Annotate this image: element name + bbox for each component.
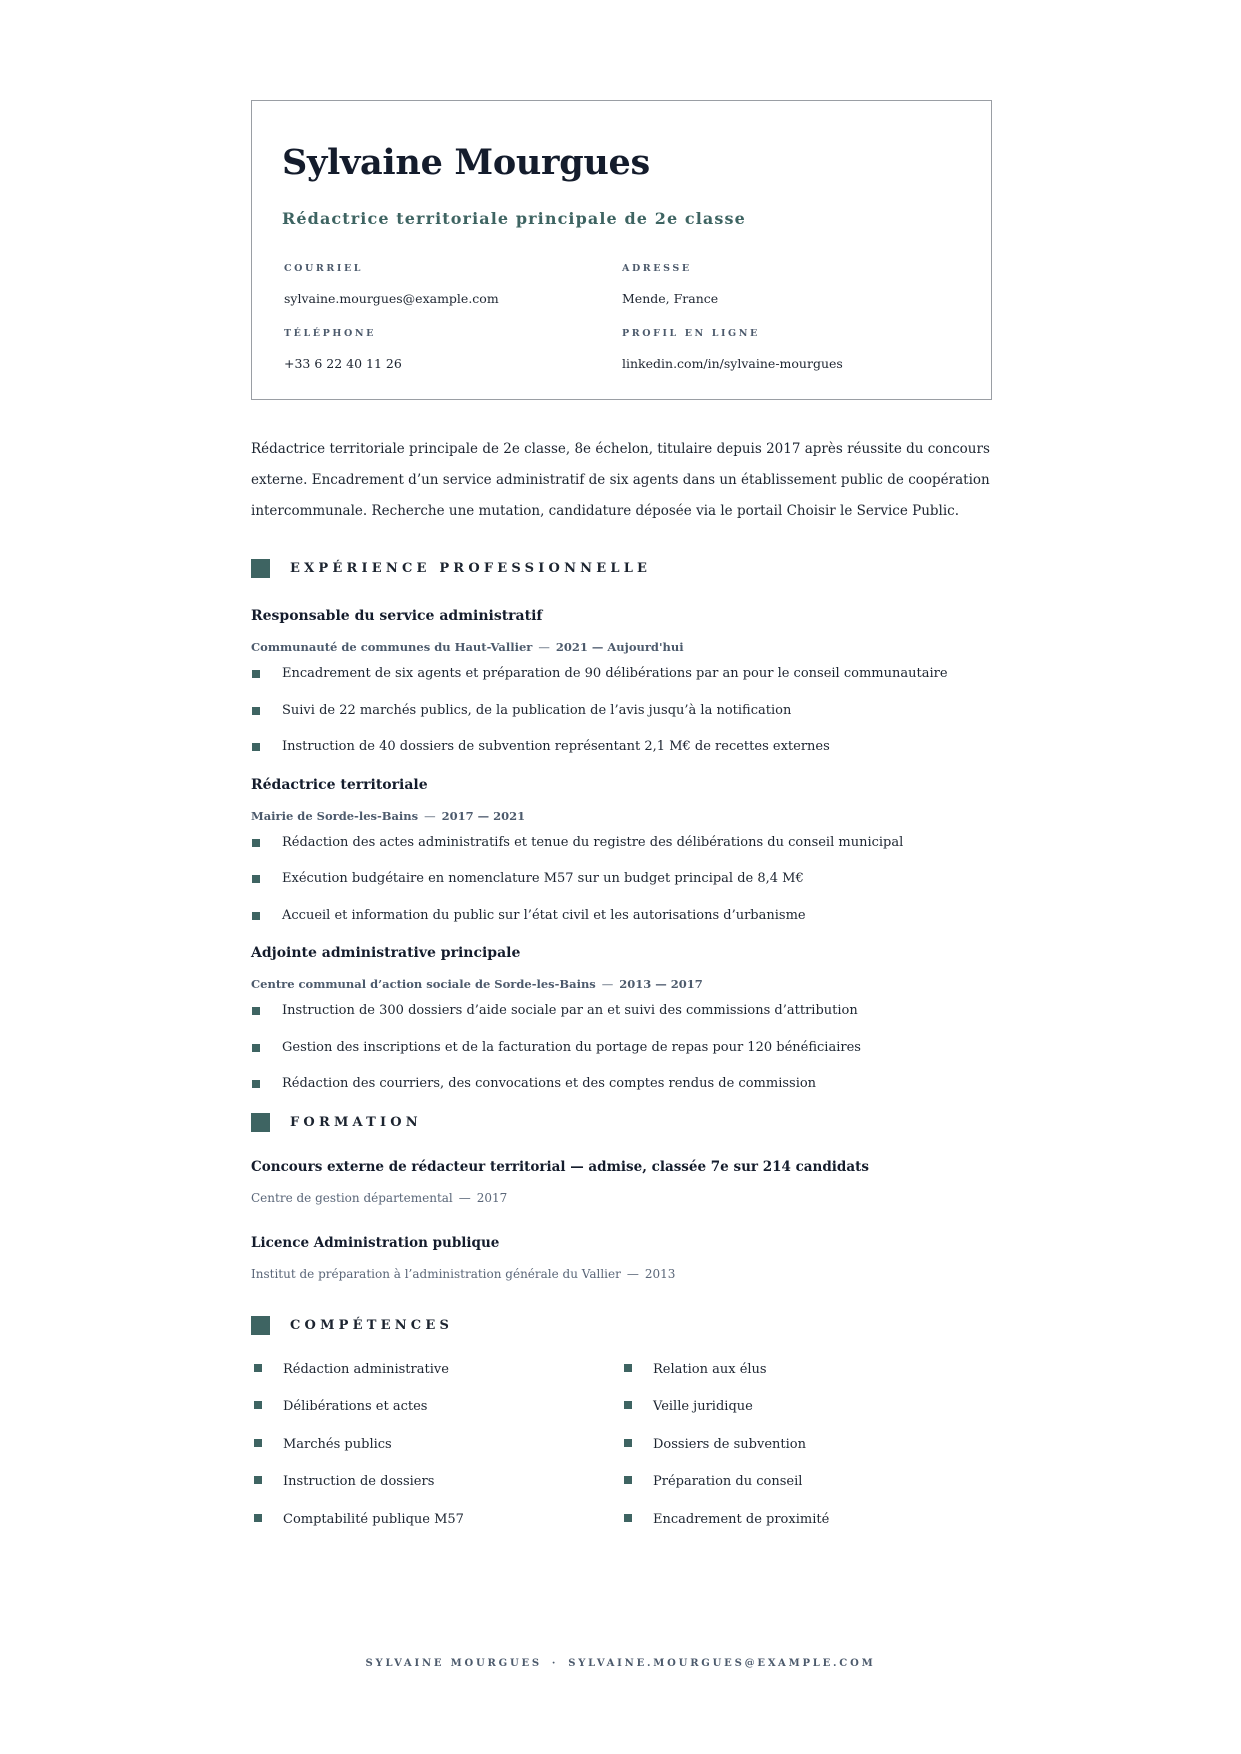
- phone-value[interactable]: +33 6 22 40 11 26: [284, 356, 402, 371]
- list-item: Gestion des inscriptions et de la facturation du portage de repas pour 120 bénéficiaires: [251, 1040, 992, 1056]
- skills-section-header: [251, 1316, 992, 1338]
- bullet-icon: [252, 743, 260, 751]
- bullet-icon: [252, 912, 260, 920]
- list-item: Suivi de 22 marchés publics, de la publication de l’avis jusqu’à la notification: [251, 703, 992, 719]
- footer-name: SYLVAINE MOURGUES: [365, 1658, 542, 1669]
- bullet-icon: [252, 1007, 260, 1015]
- education-title: Concours externe de rédacteur territorial — admise, classée 7e sur 214 candidats: [251, 1158, 869, 1175]
- list-item: Rédaction des actes administratifs et tenue du registre des délibérations du conseil municipal: [251, 835, 992, 851]
- job-dates: 2013 — 2017: [619, 977, 703, 991]
- education-meta: Institut de préparation à l’administration générale du Vallier — 2013: [251, 1266, 676, 1281]
- bullet-icon: [252, 1080, 260, 1088]
- list-item: Instruction de 40 dossiers de subvention représentant 2,1 M€ de recettes externes: [251, 739, 992, 755]
- skill-item: Veille juridique: [621, 1399, 753, 1415]
- skill-item: Délibérations et actes: [251, 1399, 427, 1415]
- skills-grid: [251, 1362, 992, 1552]
- skill-item: Comptabilité publique M57: [251, 1512, 464, 1528]
- section-title: COMPÉTENCES: [290, 1317, 454, 1333]
- job-entry: [251, 776, 992, 924]
- experience-section-header: [251, 559, 992, 581]
- contact-label: ADRESSE: [622, 263, 692, 274]
- footer-email[interactable]: SYLVAINE.MOURGUES@EXAMPLE.COM: [568, 1658, 876, 1669]
- education-entry: [251, 1235, 992, 1282]
- job-employer: Mairie de Sorde-les-Bains: [251, 808, 419, 823]
- bullet-icon: [624, 1439, 632, 1447]
- bullet-icon: [624, 1476, 632, 1484]
- section-title: EXPÉRIENCE PROFESSIONNELLE: [290, 561, 652, 576]
- list-item: Accueil et information du public sur l’état civil et les autorisations d’urbanisme: [251, 908, 992, 924]
- job-role: Adjointe administrative principale: [251, 945, 521, 961]
- bullet-icon: [252, 875, 260, 883]
- skill-item: Encadrement de proximité: [621, 1512, 829, 1528]
- bullet-icon: [624, 1401, 632, 1409]
- job-employer: Communauté de communes du Haut-Vallier: [251, 640, 533, 654]
- contact-phone: [284, 328, 614, 372]
- job-employer: Centre communal d’action sociale de Sorde-les-Bains: [251, 977, 596, 991]
- job-bullets: [251, 835, 992, 924]
- footer-separator: ·: [551, 1658, 559, 1669]
- bullet-icon: [624, 1364, 632, 1372]
- address-value: Mende, France: [622, 291, 719, 306]
- job-entry: [251, 607, 992, 755]
- skill-item: Préparation du conseil: [621, 1474, 802, 1490]
- email-value[interactable]: sylvaine.mourgues@example.com: [284, 291, 499, 306]
- job-meta: Communauté de communes du Haut-Vallier — 2021 — Aujourd'hui: [251, 640, 684, 654]
- bullet-icon: [252, 670, 260, 678]
- section-marker-icon: [251, 559, 270, 578]
- page-footer: [0, 1658, 1241, 1670]
- job-meta: Centre communal d’action sociale de Sorde-les-Bains — 2013 — 2017: [251, 977, 703, 991]
- list-item: Rédaction des courriers, des convocations et des comptes rendus de commission: [251, 1076, 992, 1092]
- bullet-icon: [252, 707, 260, 715]
- contact-label: PROFIL EN LIGNE: [622, 328, 760, 339]
- skill-item: Instruction de dossiers: [251, 1474, 434, 1490]
- contact-profile: [622, 328, 952, 372]
- job-bullets: [251, 666, 992, 755]
- contact-label: COURRIEL: [284, 263, 364, 274]
- section-marker-icon: [251, 1316, 270, 1335]
- job-role: Responsable du service administratif: [251, 608, 543, 624]
- profile-link[interactable]: linkedin.com/in/sylvaine-mourgues: [622, 356, 843, 371]
- job-bullets: [251, 1003, 992, 1092]
- header-card: [251, 100, 992, 400]
- bullet-icon: [254, 1514, 262, 1522]
- bullet-icon: [252, 839, 260, 847]
- contact-email: [284, 263, 614, 307]
- bullet-icon: [254, 1476, 262, 1484]
- job-entry: [251, 944, 992, 1092]
- education-entry: [251, 1159, 992, 1206]
- education-meta: Centre de gestion départemental — 2017: [251, 1190, 508, 1205]
- skill-item: Dossiers de subvention: [621, 1437, 806, 1453]
- list-item: Encadrement de six agents et préparation de 90 délibérations par an pour le conseil communautaire: [251, 666, 992, 682]
- summary-paragraph: Rédactrice territoriale principale de 2e classe, 8e échelon, titulaire depuis 2017 après réussite du concours externe. Encadrement d’un service administratif de six agents dans un établissement public de coopération intercommunale. Recherche une mutation, candidature déposée via le portail Choisir le Service Public.: [251, 441, 990, 519]
- job-dates: 2021 — Aujourd'hui: [555, 640, 684, 654]
- job-meta: Mairie de Sorde-les-Bains — 2017 — 2021: [251, 808, 526, 823]
- skill-item: Marchés publics: [251, 1437, 392, 1453]
- bullet-icon: [254, 1401, 262, 1409]
- contact-label: TÉLÉPHONE: [284, 328, 376, 339]
- bullet-icon: [254, 1364, 262, 1372]
- job-dates: 2017 — 2021: [441, 808, 526, 823]
- education-section-header: [251, 1113, 992, 1135]
- resume-page: [251, 100, 992, 1552]
- section-marker-icon: [251, 1113, 270, 1132]
- bullet-icon: [624, 1514, 632, 1522]
- job-title: Rédactrice territoriale principale de 2e classe: [282, 209, 746, 228]
- skill-item: Relation aux élus: [621, 1362, 767, 1378]
- contact-address: [622, 263, 952, 307]
- bullet-icon: [254, 1439, 262, 1447]
- person-name: Sylvaine Mourgues: [282, 142, 650, 183]
- skill-item: Rédaction administrative: [251, 1362, 449, 1378]
- bullet-icon: [252, 1044, 260, 1052]
- list-item: Instruction de 300 dossiers d’aide sociale par an et suivi des commissions d’attribution: [251, 1003, 992, 1019]
- job-role: Rédactrice territoriale: [251, 776, 428, 793]
- education-title: Licence Administration publique: [251, 1234, 500, 1251]
- list-item: Exécution budgétaire en nomenclature M57 sur un budget principal de 8,4 M€: [251, 871, 992, 887]
- section-title: FORMATION: [290, 1114, 422, 1130]
